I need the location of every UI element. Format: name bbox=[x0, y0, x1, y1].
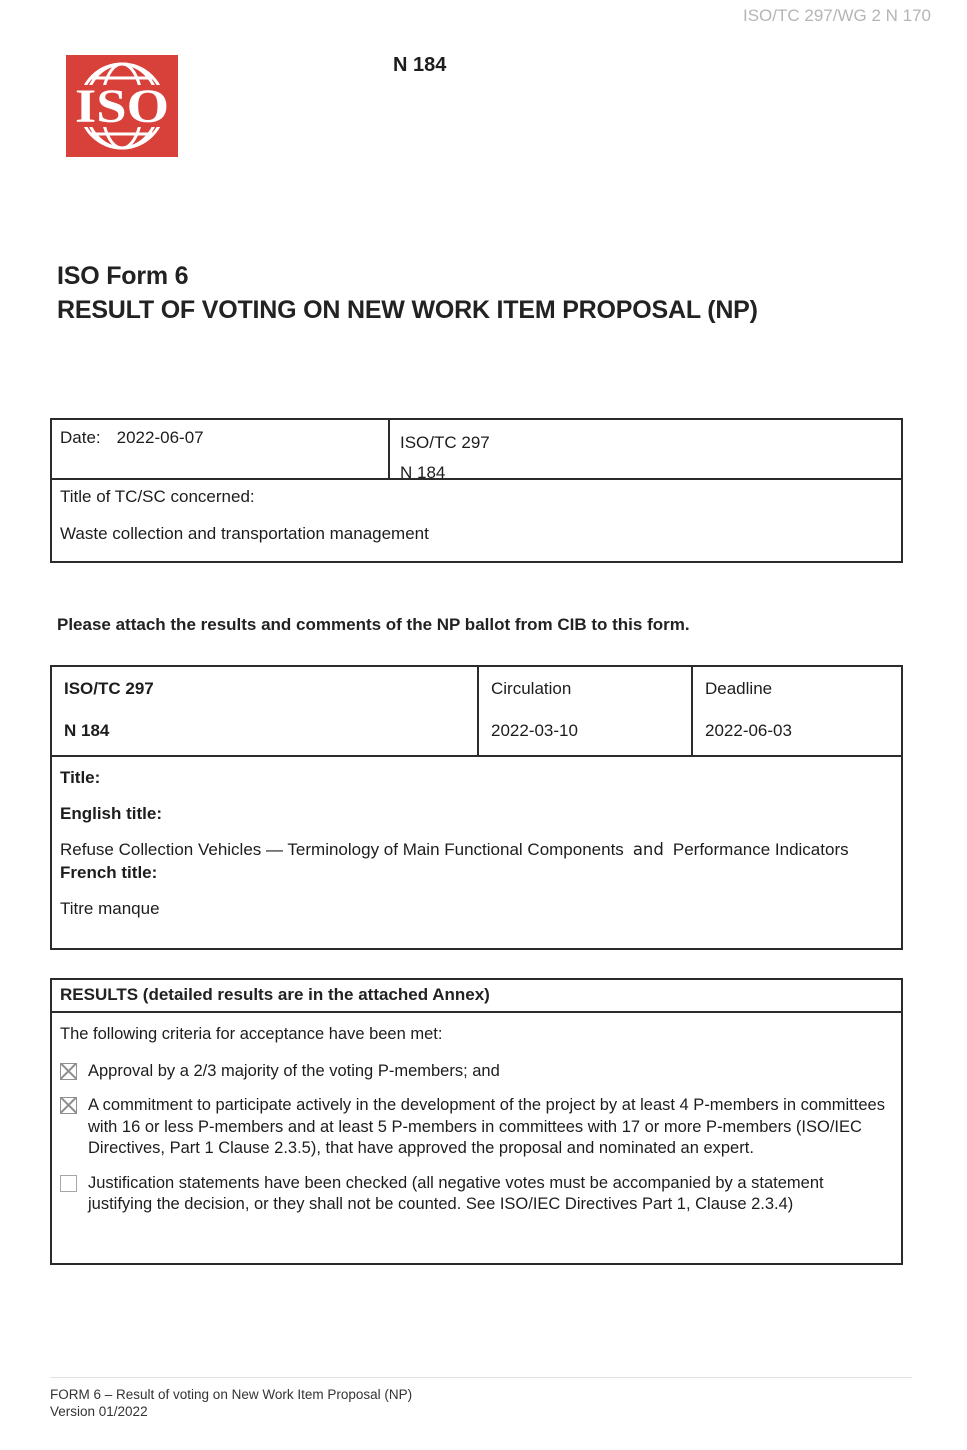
french-title-value: Titre manque bbox=[60, 899, 160, 918]
results-intro: The following criteria for acceptance have been met: bbox=[60, 1025, 443, 1043]
attach-instruction: Please attach the results and comments of the NP ballot from CIB to this form. bbox=[57, 615, 690, 634]
english-title-value bbox=[60, 838, 872, 861]
deadline-cell bbox=[693, 667, 901, 755]
results-body bbox=[52, 1013, 901, 1216]
circulation-date: 2022-03-10 bbox=[491, 721, 578, 740]
results-table bbox=[50, 978, 903, 1265]
committee-doc-number: N 184 bbox=[400, 463, 446, 482]
deadline-date: 2022-06-03 bbox=[705, 721, 792, 740]
criterion-text: Approval by a 2/3 majority of the voting P-members; and bbox=[88, 1061, 500, 1080]
svg-text:ISO: ISO bbox=[75, 80, 169, 133]
criterion-row bbox=[60, 1061, 891, 1083]
ballot-table-header-row bbox=[52, 667, 901, 755]
date-cell bbox=[52, 420, 390, 478]
document-number: N 184 bbox=[393, 54, 447, 76]
page-footer bbox=[50, 1377, 912, 1420]
tc-title-label: Title of TC/SC concerned: bbox=[60, 487, 255, 506]
date-label: Date: bbox=[60, 428, 101, 447]
committee-cell bbox=[390, 420, 901, 482]
form-name: ISO Form 6 bbox=[57, 262, 189, 290]
footer-version: Version 01/2022 bbox=[50, 1404, 148, 1419]
ballot-table bbox=[50, 665, 903, 950]
circulation-label: Circulation bbox=[491, 679, 572, 698]
date-value: 2022-06-07 bbox=[116, 428, 204, 447]
criterion-checkbox[interactable] bbox=[60, 1063, 77, 1080]
info-table bbox=[50, 418, 903, 563]
tc-title-value: Waste collection and transportation management bbox=[60, 524, 429, 543]
info-table-row-1 bbox=[52, 420, 901, 482]
french-title-label: French title: bbox=[60, 863, 158, 882]
committee-name: ISO/TC 297 bbox=[400, 433, 490, 452]
english-title-part2: Performance Indicators bbox=[672, 840, 849, 859]
english-title-part1: Refuse Collection Vehicles — Terminology of Main Functional Components bbox=[60, 840, 624, 859]
criterion-checkbox[interactable] bbox=[60, 1097, 77, 1114]
iso-logo-icon bbox=[66, 55, 178, 157]
results-header: RESULTS (detailed results are in the attached Annex) bbox=[52, 980, 901, 1013]
title-cell bbox=[52, 755, 901, 948]
ballot-committee-cell bbox=[52, 667, 479, 755]
title-label: Title: bbox=[60, 768, 101, 787]
footer-form-name: FORM 6 – Result of voting on New Work Item Proposal (NP) bbox=[50, 1387, 413, 1402]
english-title-and: and bbox=[632, 840, 664, 859]
criterion-text: A commitment to participate actively in the development of the project by at least 4 P-members in committees with 16 or less P-members and at least 5 P-members in committees with 17 or more P-members (ISO/IEC Directives, Part 1 Clause 2.3.5), that have approved the proposal and nominated an expert. bbox=[88, 1096, 885, 1157]
english-title-label: English title: bbox=[60, 804, 162, 823]
ballot-doc-number: N 184 bbox=[64, 721, 110, 740]
criterion-row bbox=[60, 1095, 891, 1160]
criterion-checkbox[interactable] bbox=[60, 1175, 77, 1192]
tc-title-cell bbox=[52, 478, 901, 561]
circulation-cell bbox=[479, 667, 693, 755]
criterion-row bbox=[60, 1173, 891, 1216]
criterion-text: Justification statements have been checked (all negative votes must be accompanied by a statement justifying the decision, or they shall not be counted. See ISO/IEC Directives Part 1, Clause 2.3.4) bbox=[88, 1173, 824, 1213]
ballot-committee-name: ISO/TC 297 bbox=[64, 679, 154, 698]
page-title bbox=[57, 259, 758, 327]
form-subject: RESULT OF VOTING ON NEW WORK ITEM PROPOSAL (NP) bbox=[57, 296, 758, 324]
document-reference: ISO/TC 297/WG 2 N 170 bbox=[742, 6, 931, 25]
deadline-label: Deadline bbox=[705, 679, 773, 698]
